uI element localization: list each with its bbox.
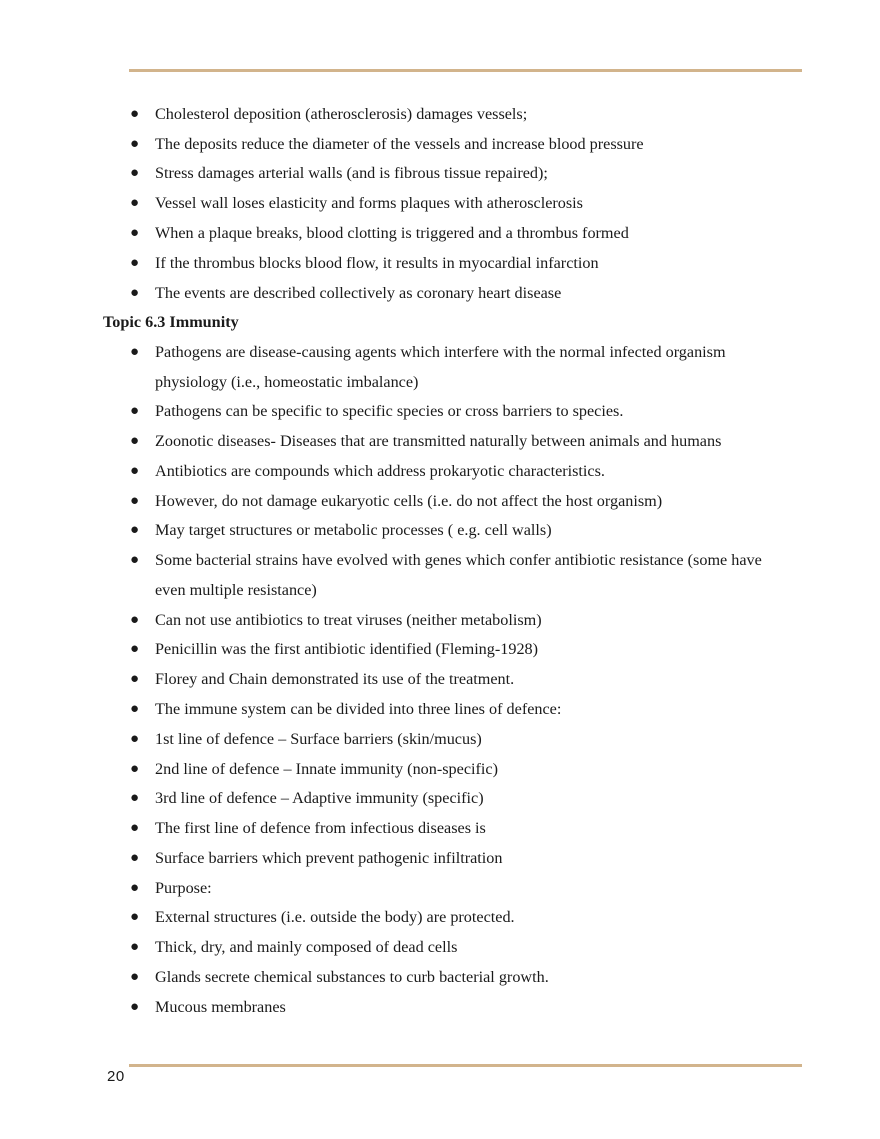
list-item: 3rd line of defence – Adaptive immunity (specific) xyxy=(155,789,484,807)
bullet-icon: ● xyxy=(130,463,140,479)
list-item: If the thrombus blocks blood flow, it results in myocardial infarction xyxy=(155,254,599,272)
list-item: Can not use antibiotics to treat viruses (neither metabolism) xyxy=(155,611,542,629)
bullet-icon: ● xyxy=(130,641,140,657)
topic-heading: Topic 6.3 Immunity xyxy=(103,313,239,331)
bullet-icon: ● xyxy=(130,225,140,241)
bullet-icon: ● xyxy=(130,136,140,152)
header-rule xyxy=(129,69,802,72)
list-item: Cholesterol deposition (atherosclerosis) damages vessels; xyxy=(155,105,528,123)
bullet-icon: ● xyxy=(130,522,140,538)
bullet-icon: ● xyxy=(130,165,140,181)
list-item: Mucous membranes xyxy=(155,998,286,1016)
page-number: 20 xyxy=(107,1068,125,1085)
list-item: The immune system can be divided into three lines of defence: xyxy=(155,700,562,718)
list-item: Florey and Chain demonstrated its use of the treatment. xyxy=(155,670,515,688)
bullet-icon: ● xyxy=(130,999,140,1015)
bullet-icon: ● xyxy=(130,344,140,360)
list-item: The deposits reduce the diameter of the vessels and increase blood pressure xyxy=(155,135,644,153)
bullet-icon: ● xyxy=(130,612,140,628)
list-item: The events are described collectively as coronary heart disease xyxy=(155,284,562,302)
list-item: When a plaque breaks, blood clotting is triggered and a thrombus formed xyxy=(155,224,629,242)
bullet-icon: ● xyxy=(130,761,140,777)
bullet-icon: ● xyxy=(130,820,140,836)
footer-rule xyxy=(129,1064,802,1067)
bullet-icon: ● xyxy=(130,552,140,568)
list-item: Penicillin was the first antibiotic identified (Fleming-1928) xyxy=(155,640,539,658)
bullet-icon: ● xyxy=(130,939,140,955)
list-item: Pathogens are disease-causing agents which interfere with the normal infected organism physiology (i.e., homeostatic imbalance) xyxy=(155,343,726,391)
bullet-icon: ● xyxy=(130,433,140,449)
bullet-icon: ● xyxy=(130,106,140,122)
list-item: May target structures or metabolic processes ( e.g. cell walls) xyxy=(155,521,552,539)
list-item: Antibiotics are compounds which address prokaryotic characteristics. xyxy=(155,462,605,480)
bullet-icon: ● xyxy=(130,671,140,687)
bullet-icon: ● xyxy=(130,731,140,747)
list-item: Purpose: xyxy=(155,879,212,897)
list-item: However, do not damage eukaryotic cells (i.e. do not affect the host organism) xyxy=(155,492,663,510)
bullet-icon: ● xyxy=(130,195,140,211)
list-item: 2nd line of defence – Innate immunity (non-specific) xyxy=(155,760,498,778)
bullet-icon: ● xyxy=(130,909,140,925)
bullet-icon: ● xyxy=(130,701,140,717)
bullet-icon: ● xyxy=(130,880,140,896)
list-item: External structures (i.e. outside the body) are protected. xyxy=(155,908,515,926)
list-item: Vessel wall loses elasticity and forms plaques with atherosclerosis xyxy=(155,194,583,212)
list-item: Some bacterial strains have evolved with genes which confer antibiotic resistance (some have even multiple resistance) xyxy=(155,551,762,599)
bullet-icon: ● xyxy=(130,285,140,301)
bullet-icon: ● xyxy=(130,790,140,806)
bullet-icon: ● xyxy=(130,255,140,271)
bullet-icon: ● xyxy=(130,969,140,985)
list-item: Zoonotic diseases- Diseases that are transmitted naturally between animals and humans xyxy=(155,432,722,450)
list-item: Glands secrete chemical substances to curb bacterial growth. xyxy=(155,968,549,986)
list-item: Stress damages arterial walls (and is fibrous tissue repaired); xyxy=(155,164,548,182)
list-item: The first line of defence from infectious diseases is xyxy=(155,819,486,837)
list-item: Pathogens can be specific to specific species or cross barriers to species. xyxy=(155,402,624,420)
list-item: 1st line of defence – Surface barriers (skin/mucus) xyxy=(155,730,482,748)
list-item: Thick, dry, and mainly composed of dead cells xyxy=(155,938,458,956)
bullet-icon: ● xyxy=(130,493,140,509)
list-item: Surface barriers which prevent pathogenic infiltration xyxy=(155,849,503,867)
bullet-icon: ● xyxy=(130,850,140,866)
bullet-icon: ● xyxy=(130,403,140,419)
